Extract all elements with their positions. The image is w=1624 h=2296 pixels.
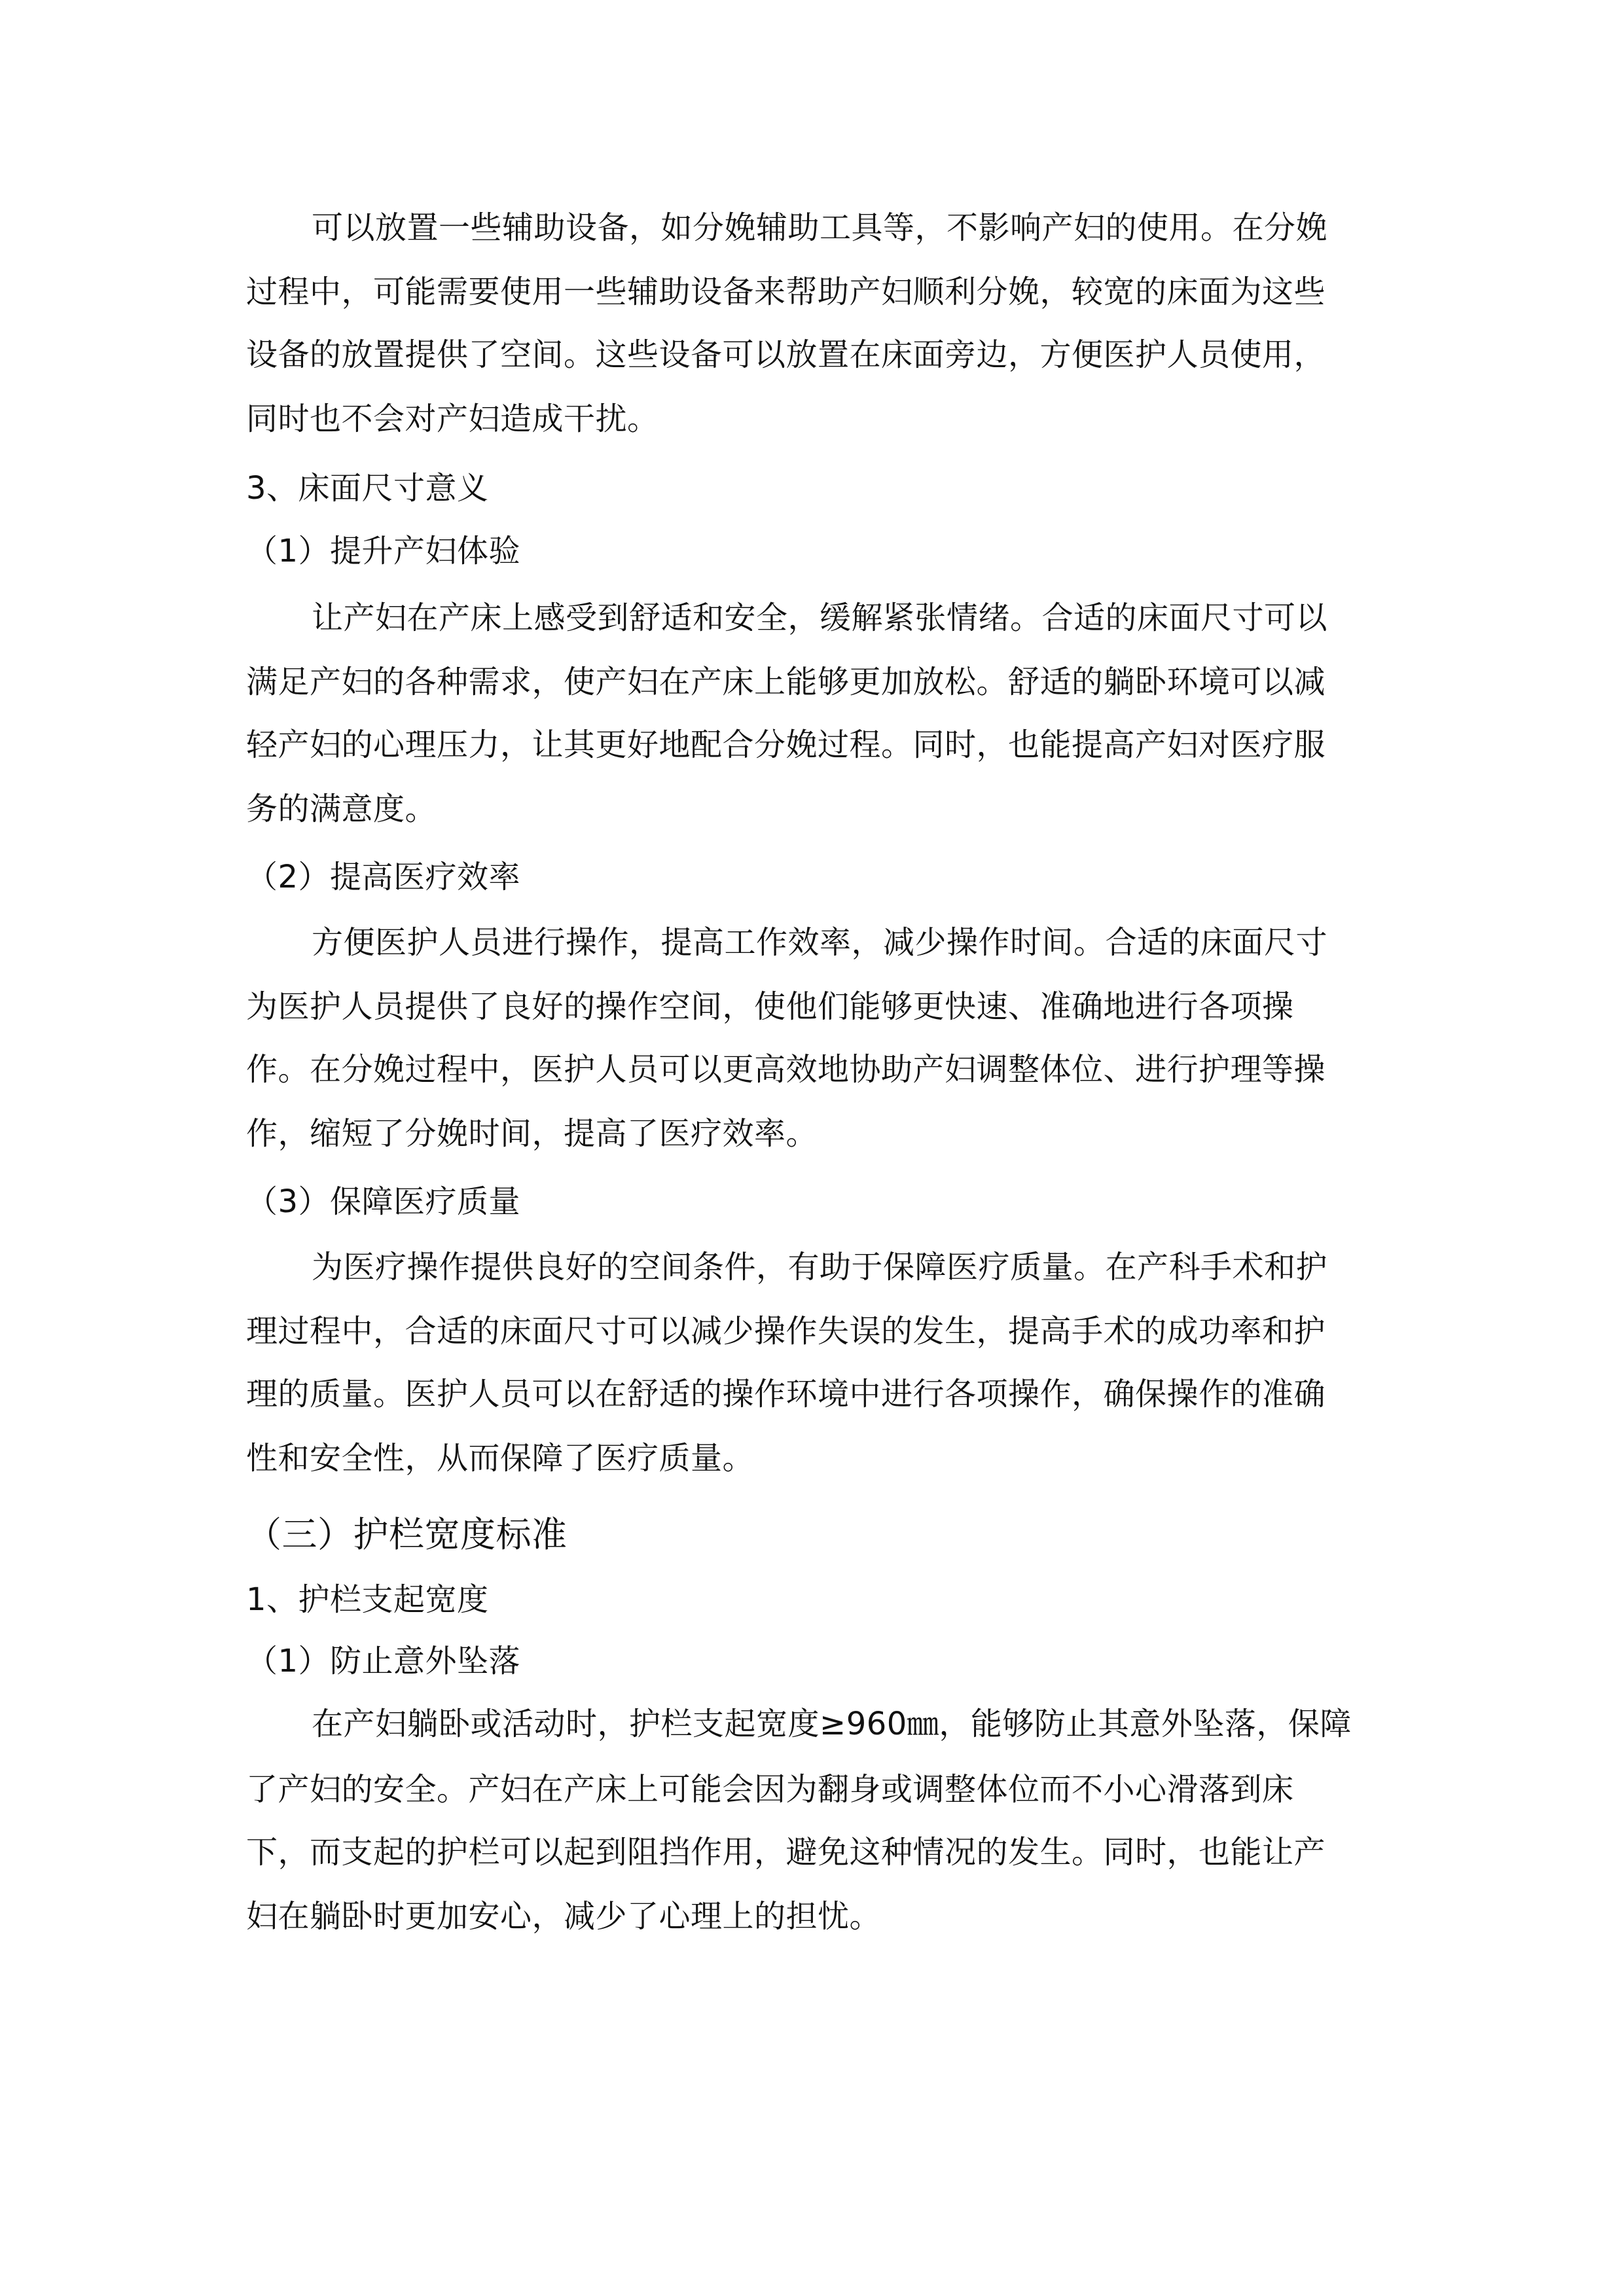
paragraph-line: 理过程中，合适的床面尺寸可以减少操作失误的发生，提高手术的成功率和护 [246,1313,1326,1350]
paragraph-line: 设备的放置提供了空间。这些设备可以放置在床面旁边，方便医护人员使用， [246,336,1326,373]
paragraph-line: 了产妇的安全。产妇在产床上可能会因为翻身或调整体位而不小心滑落到床 [246,1771,1294,1808]
paragraph-line: 妇在躺卧时更加安心，减少了心理上的担忧。 [246,1898,882,1935]
paragraph-line: 为医疗操作提供良好的空间条件，有助于保障医疗质量。在产科手术和护 [312,1249,1328,1285]
paragraph-line: 轻产妇的心理压力，让其更好地配合分娩过程。同时，也能提高产妇对医疗服 [246,726,1326,763]
section-title: （三）护栏宽度标准 [246,1514,568,1555]
paragraph-line: 作，缩短了分娩时间，提高了医疗效率。 [246,1115,818,1152]
subheading-1-1: （1）防止意外坠落 [246,1643,521,1679]
subheading-3-1: （1）提升产妇体验 [246,533,521,569]
paragraph-line: 过程中，可能需要使用一些辅助设备来帮助产妇顺利分娩，较宽的床面为这些 [246,274,1326,310]
paragraph-line: 让产妇在产床上感受到舒适和安全，缓解紧张情绪。合适的床面尺寸可以 [312,600,1328,636]
paragraph-line: 可以放置一些辅助设备，如分娩辅助工具等，不影响产妇的使用。在分娩 [312,209,1328,246]
subheading-3-2: （2）提高医疗效率 [246,859,521,895]
paragraph-line: 同时也不会对产妇造成干扰。 [246,401,659,437]
paragraph-line: 作。在分娩过程中，医护人员可以更高效地协助产妇调整体位、进行护理等操 [246,1051,1326,1088]
paragraph-line: 性和安全性，从而保障了医疗质量。 [246,1440,755,1477]
paragraph-line: 为医护人员提供了良好的操作空间，使他们能够更快速、准确地进行各项操 [246,988,1294,1025]
paragraph-line: 满足产妇的各种需求，使产妇在产床上能够更加放松。舒适的躺卧环境可以减 [246,664,1326,700]
subheading-3-3: （3）保障医疗质量 [246,1183,521,1220]
heading-3: 3、床面尺寸意义 [246,470,489,507]
heading-1: 1、护栏支起宽度 [246,1581,489,1618]
paragraph-line: 理的质量。医护人员可以在舒适的操作环境中进行各项操作，确保操作的准确 [246,1376,1326,1412]
paragraph-line: 方便医护人员进行操作，提高工作效率，减少操作时间。合适的床面尺寸 [312,924,1328,961]
paragraph-line: 务的满意度。 [246,791,437,827]
paragraph-line: 下，而支起的护栏可以起到阻挡作用，避免这种情况的发生。同时，也能让产 [246,1834,1326,1871]
paragraph-line: 在产妇躺卧或活动时，护栏支起宽度≥960㎜，能够防止其意外坠落，保障 [312,1706,1352,1742]
